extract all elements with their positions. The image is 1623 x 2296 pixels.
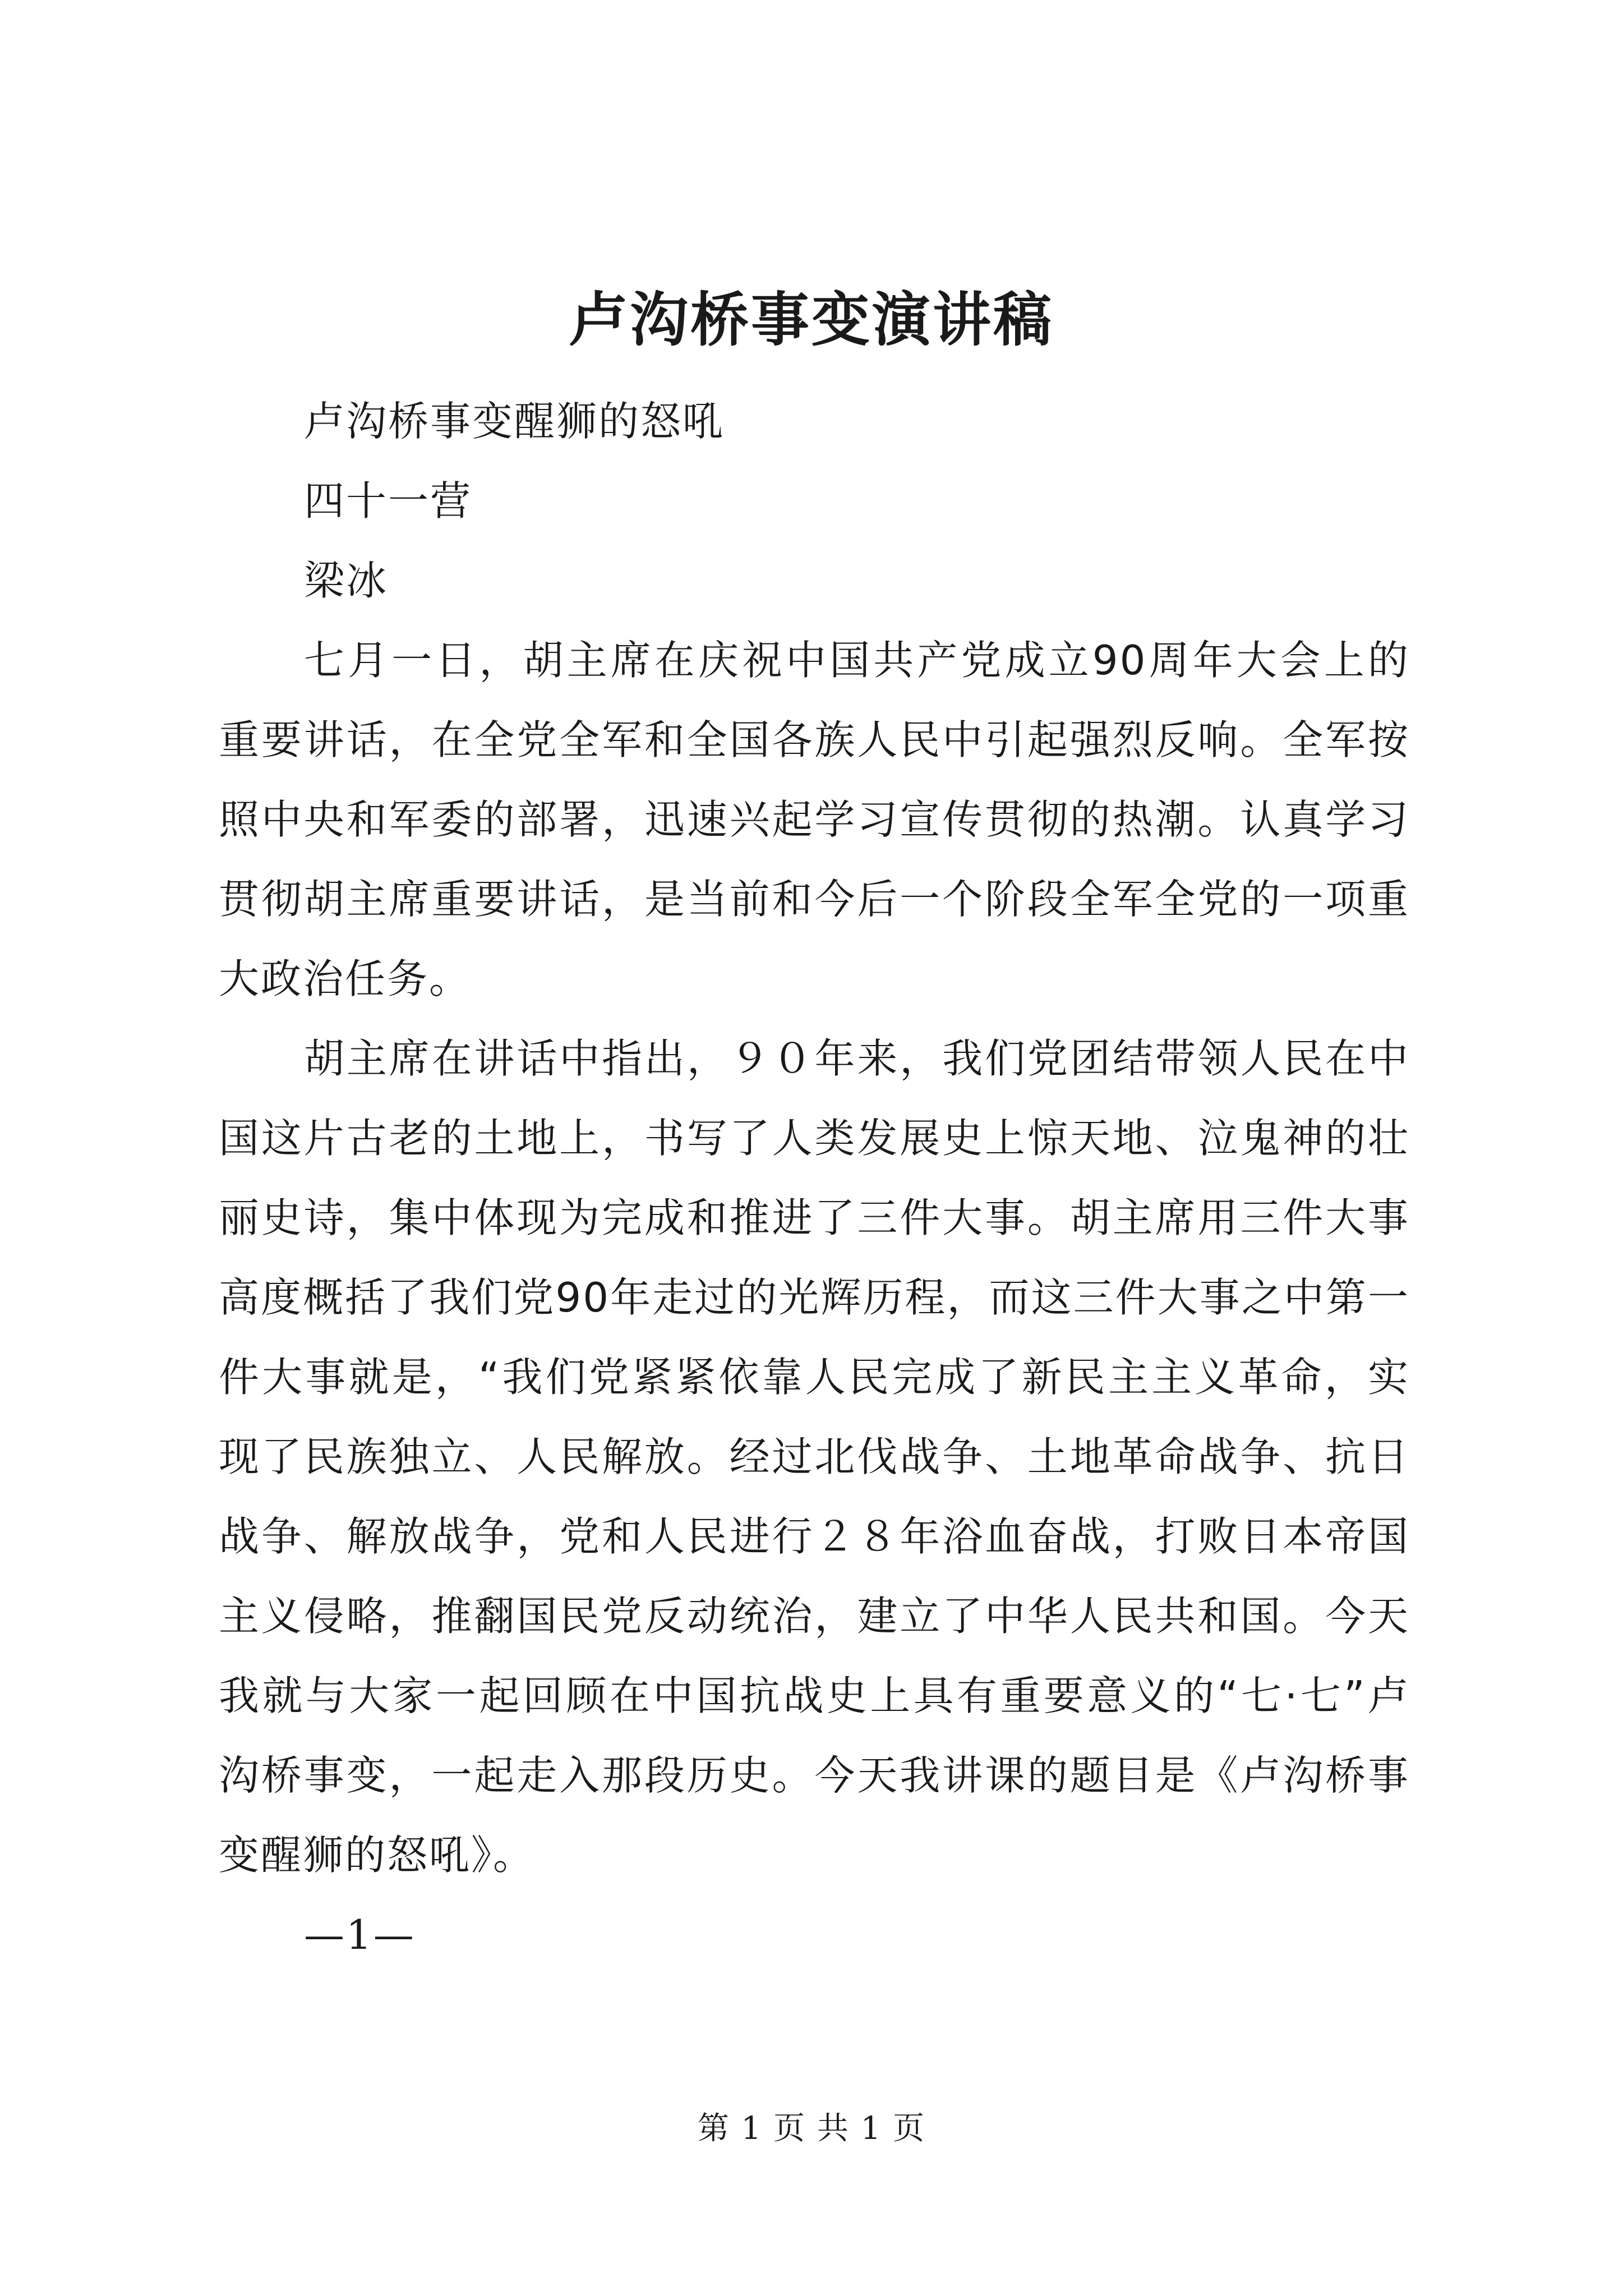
page-footer: 第 1 页 共 1 页 [697,2110,926,2147]
document-title: 卢沟桥事变演讲稿 [569,285,1054,354]
paragraph-1: 七月一日，胡主席在庆祝中国共产党成立90周年大会上的重要讲话，在全党全军和全国各族人民中引起强烈反响。全军按照中央和军委的部署，迅速兴起学习宣传贯彻的热潮。认真学习贯彻胡主席重要讲话，是当前和今后一个阶段全军全党的一项重大政治任务。 [219,637,1410,1002]
page-number-mark: —1— [304,1911,416,1958]
speech-subtitle: 卢沟桥事变醒狮的怒吼 [304,398,725,445]
document-body [219,381,1410,1975]
speaker-name: 梁冰 [304,557,389,604]
paragraph-2: 胡主席在讲话中指出，９０年来，我们党团结带领人民在中国这片古老的土地上，书写了人类发展史上惊天地、泣鬼神的壮丽史诗，集中体现为完成和推进了三件大事。胡主席用三件大事高度概括了我们党90年走过的光辉历程，而这三件大事之中第一件大事就是，“我们党紧紧依靠人民完成了新民主主义革命，实现了民族独立、人民解放。经过北伐战争、土地革命战争、抗日战争、解放战争，党和人民进行２８年浴血奋战，打败日本帝国主义侵略，推翻国民党反动统治，建立了中华人民共和国。今天我就与大家一起回顾在中国抗战史上具有重要意义的“七·七”卢沟桥事变，一起走入那段历史。今天我讲课的题目是《卢沟桥事变醒狮的怒吼》。 [219,1035,1410,1879]
speaker-unit: 四十一营 [304,477,473,524]
